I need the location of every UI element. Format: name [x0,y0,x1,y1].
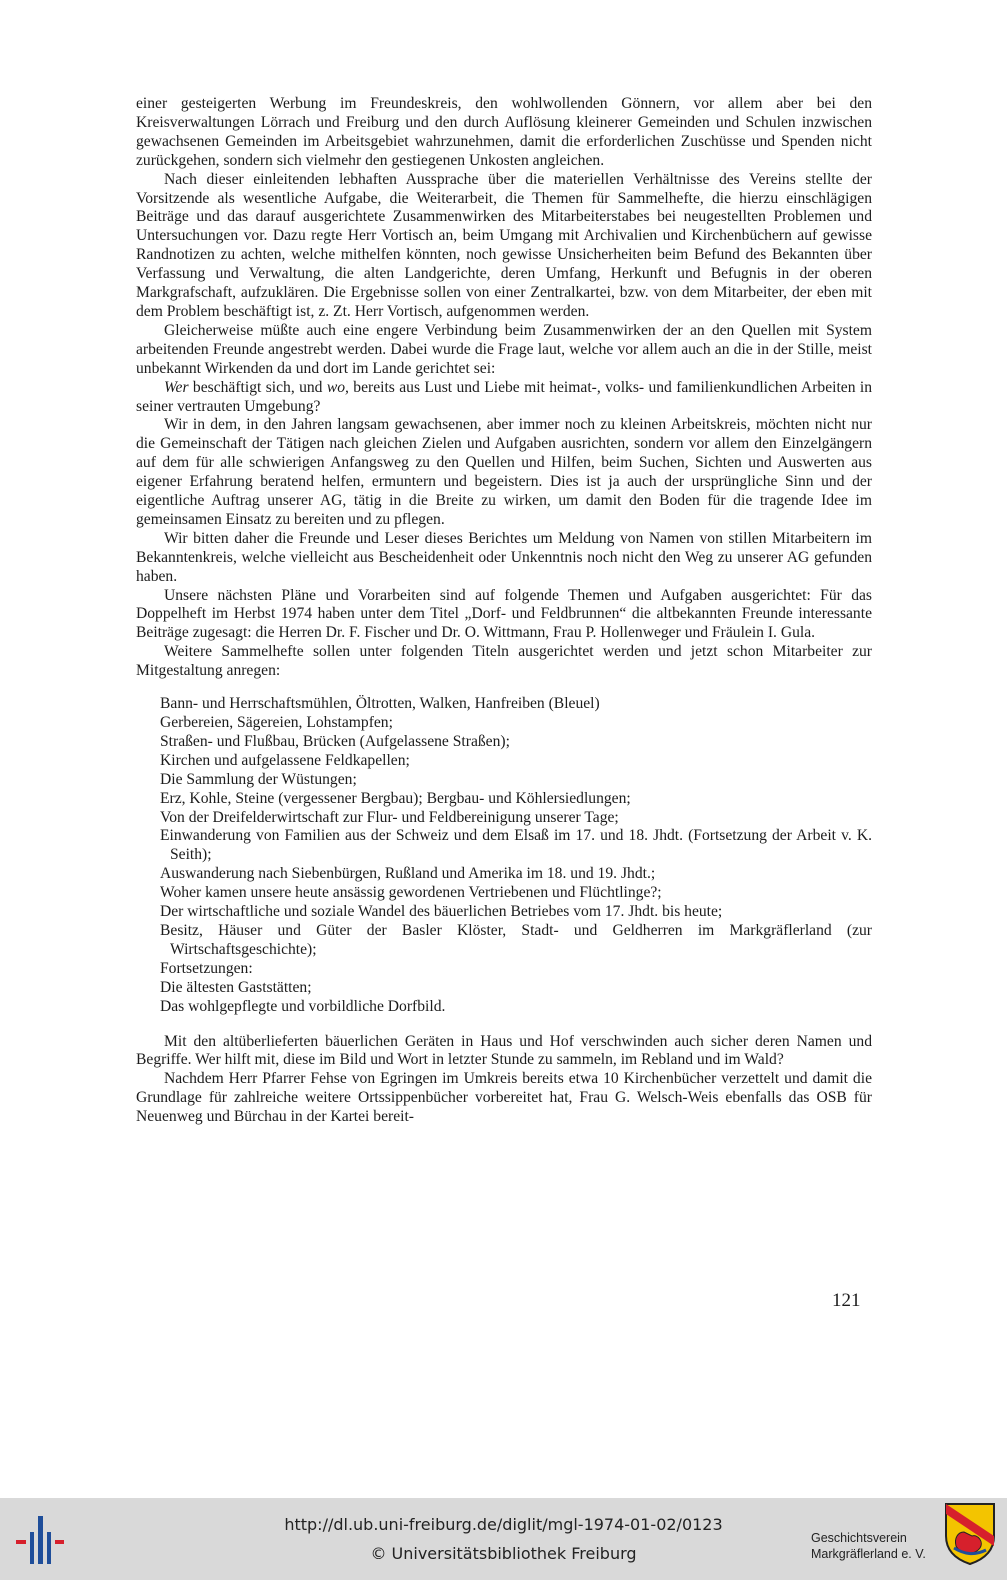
topic-item: Das wohlgepflegte und vorbildliche Dorfbild. [160,997,446,1015]
footer-bar [0,1498,1007,1580]
topic-item: Erz, Kohle, Steine (vergessener Bergbau); Bergbau- und Köhlersiedlungen; [160,789,631,807]
paragraph: Nach dieser einleitenden lebhaften Aussprache über die materiellen Verhältnisse des Vereins stellte der Vorsitzende als wesentliche Aufgabe, die Weiterarbeit, die Themen für Sammelhefte, die hierzu einschlägigen Beiträge und das darauf ausgerichtete Zusammenwirken des Mitarbeiterstabes bei neugestellten Problemen und Untersuchungen vor. Dazu regte Herr Vortisch an, beim Umgang mit Archivalien und Kirchenbüchern auf gewisse Randnotizen zu achten, welche mithelfen könnten, noch gewisse Unsicherheiten beim Befund des Bekannten über Verfassung und Verwaltung, die alten Landgerichte, deren Umfang, Herkunft und Befugnis in der oberen Markgrafschaft, aufzuklären. Die Ergebnisse sollen von einer Zentralkartei, bzw. von dem Mitarbeiter, der eben mit dem Problem beschäftigt ist, z. Zt. Herr Vortisch, aufgenommen werden. [136,170,872,320]
copyright-notice: © Universitätsbibliothek Freiburg [370,1544,637,1563]
topic-item: Die Sammlung der Wüstungen; [160,770,357,788]
question-paragraph: Wer beschäftigt sich, und wo, bereits aus Lust und Liebe mit heimat-, volks- und familienkundlichen Arbeiten in seiner vertrauten Umgebung? [136,378,872,415]
topic-item: Besitz, Häuser und Güter der Basler Klöster, Stadt- und Geldherren im Markgräflerland (zur Wirtschaftsgeschichte); [160,921,872,958]
emphasis-wer: Wer [164,378,189,396]
topic-item: Einwanderung von Familien aus der Schweiz und dem Elsaß im 17. und 18. Jhdt. (Fortsetzung der Arbeit v. K. Seith); [160,827,872,864]
topic-item: Der wirtschaftliche und soziale Wandel des bäuerlichen Betriebes vom 17. Jhdt. bis heute; [160,903,723,921]
topic-item: Fortsetzungen: [160,959,253,977]
paragraph: einer gesteigerten Werbung im Freundeskreis, den wohlwollenden Gönnern, vor allem aber bei den Kreisverwaltungen Lörrach und Freiburg und den durch Auflösung kleinerer Gemeinden und Schulen inzwischen gewachsenen Gemeinden im Arbeitsgebiet wahrzunehmen, damit die erforderlichen Zuschüsse und Spenden nicht zurückgehen, sondern sich vielmehr den gestiegenen Unkosten angleichen. [136,95,872,169]
topic-item: Bann- und Herrschaftsmühlen, Öltrotten, Walken, Hanfreiben (Bleuel) [160,695,600,713]
topic-item: Von der Dreifelderwirtschaft zur Flur- und Feldbereinigung unserer Tage; [160,808,619,826]
emphasis-wo: wo, [326,378,349,396]
paragraph: Gleicherweise müßte auch eine engere Verbindung beim Zusammenwirken der an den Quellen mit System arbeitenden Freunde angestrebt werden. Dabei wurde die Frage laut, welche vor allem auch an die in der Stille, meist unbekannt Wirkenden da und dort im Lande gerichtet sei: [136,321,872,377]
topics-list [160,695,872,1016]
paragraph: Wir bitten daher die Freunde und Leser dieses Berichtes um Meldung von Namen von stillen Mitarbeitern im Bekanntenkreis, welche vielleicht aus Bescheidenheit oder Unkenntnis noch nicht den Weg zu unserer AG gefunden haben. [136,529,872,585]
document-url-link[interactable]: http://dl.ub.uni-freiburg.de/diglit/mgl-1974-01-02/0123 [284,1515,723,1534]
paragraph: Nachdem Herr Pfarrer Fehse von Egringen im Umkreis bereits etwa 10 Kirchenbücher verzettelt und damit die Grundlage für zahlreiche weitere Ortssippenbücher vorbereitet hat, Frau G. Welsch-Weis ebenfalls das OSB für Neuenweg und Bürchau in der Kartei bereit- [136,1070,872,1126]
paragraph: Wir in dem, in den Jahren langsam gewachsenen, aber immer noch zu kleinen Arbeitskreis, möchten nicht nur die Gemeinschaft der Tätigen nach gleichen Zielen und Aufgaben ausrichten, sondern vor allem den Einzelgängern auf dem für alle schwierigen Anfangsweg zu den Quellen und Hilfen, beim Suchen, Sichten und Auswerten aus eigener Erfahrung beratend helfen, ermuntern und begeistern. Dies ist ja auch der ursprüngliche Sinn und der eigentliche Auftrag unserer AG, tätig in die Breite zu wirken, um damit den Boden für die tragende Idee im gemeinsamen Einsatz zu bereiten und zu pflegen. [136,416,872,528]
topic-item: Straßen- und Flußbau, Brücken (Aufgelassene Straßen); [160,732,510,750]
paragraph: Mit den altüberlieferten bäuerlichen Geräten in Haus und Hof verschwinden auch sicher deren Namen und Begriffe. Wer hilft mit, diese im Bild und Wort in letzter Stunde zu sammeln, im Rebland und im Wald? [136,1032,872,1069]
article-body [136,95,872,1127]
coat-of-arms-icon [944,1502,996,1566]
topic-item: Die ältesten Gaststätten; [160,978,312,996]
society-name: Geschichtsverein Markgräflerland e. V. [811,1531,926,1561]
topic-item: Woher kamen unsere heute ansässig gewordenen Vertriebenen und Flüchtlinge?; [160,884,662,902]
paragraph: Weitere Sammelhefte sollen unter folgenden Titeln ausgerichtet werden und jetzt schon Mitarbeiter zur Mitgestaltung anregen: [136,643,872,680]
page-number: 121 [832,1290,861,1311]
topic-item: Auswanderung nach Siebenbürgen, Rußland und Amerika im 18. und 19. Jhdt.; [160,865,656,883]
topic-item: Gerbereien, Sägereien, Lohstampfen; [160,714,393,731]
topic-item: Kirchen und aufgelassene Feldkapellen; [160,751,410,769]
paragraph: Unsere nächsten Pläne und Vorarbeiten sind auf folgende Themen und Aufgaben ausgerichtet: Für das Doppelheft im Herbst 1974 haben unter dem Titel „Dorf- und Feldbrunnen“ die altbekannten Freunde interessante Beiträge zugesagt: die Herren Dr. F. Fischer und Dr. O. Wittmann, Frau P. Hollenweger und Fräulein I. Gula. [136,586,872,642]
